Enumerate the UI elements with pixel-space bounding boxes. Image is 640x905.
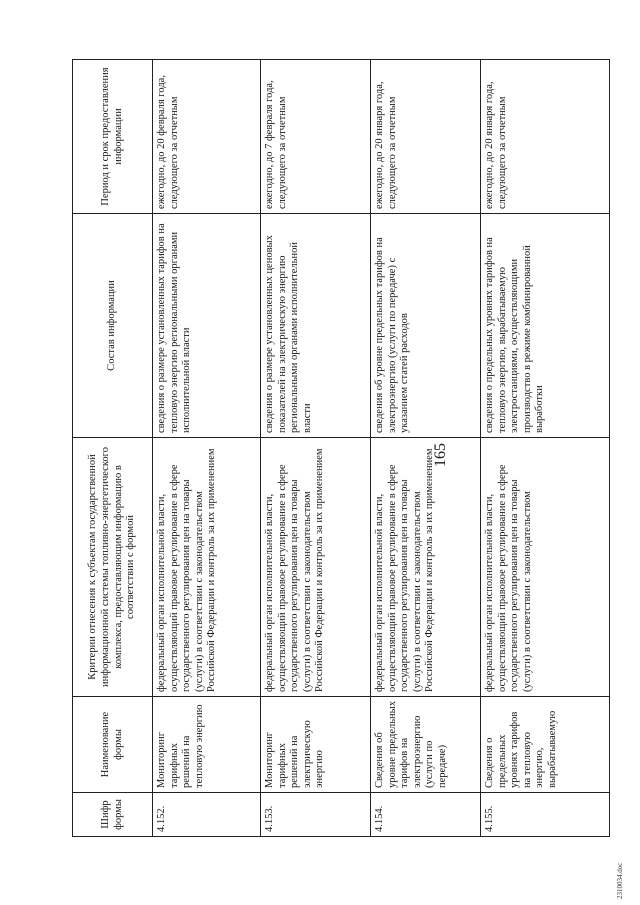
page-number: 165 — [432, 443, 449, 467]
form-code: 4.152. — [153, 793, 261, 837]
forms-table — [72, 59, 610, 837]
form-code: 4.154. — [371, 793, 481, 837]
form-period: ежегодно, до 20 февраля года, следующего за отчетным — [153, 60, 261, 214]
table-row — [153, 60, 261, 837]
table-row — [481, 60, 610, 837]
column-header-content: Состав информации — [73, 214, 153, 438]
column-header-name: Наименование формы — [73, 697, 153, 793]
form-period: ежегодно, до 7 февраля года, следующего за отчетным — [261, 60, 371, 214]
table-row — [261, 60, 371, 837]
form-criteria: федеральный орган исполнительной власти, осуществляющий правовое регулирование в сфере государственного регулирования цен на товары (услуги) в соответствии с законодательством Российской Федерации и контроль за их применением — [371, 438, 481, 697]
column-header-code: Шифр формы — [73, 793, 153, 837]
form-criteria: федеральный орган исполнительной власти, осуществляющий правовое регулирование в сфере государственного регулирования цен на товары (услуги) в соответствии с законодательством Российской Федерации и контроль за их применением — [153, 438, 261, 697]
form-period: ежегодно, до 20 января года, следующего за отчетным — [481, 60, 610, 214]
form-criteria: федеральный орган исполнительной власти, осуществляющий правовое регулирование в сфере государственного регулирования цен на товары (услуги) в соответствии с законодательством — [481, 438, 610, 697]
form-content: сведения о размере установленных ценовых показателей на электрическую энергию региональными органами исполнительной власти — [261, 214, 371, 438]
form-content: сведения о размере установленных тарифов на тепловую энергию региональными органами исполнительной власти — [153, 214, 261, 438]
form-content: сведения об уровне предельных тарифов на электроэнергию (услуги по передаче) с указанием статей расходов — [371, 214, 481, 438]
form-code: 4.153. — [261, 793, 371, 837]
form-name: Мониторинг тарифных решений на электрическую энергию — [261, 697, 371, 793]
form-content: сведения о предельных уровнях тарифов на тепловую энергию, вырабатываемую электростанциями, осуществляющими производство в режиме комбинированной выработки — [481, 214, 610, 438]
column-header-period: Период и срок предоставления информации — [73, 60, 153, 214]
form-name: Сведения о предельных уровнях тарифов на тепловую энергию, вырабатываемую — [481, 697, 610, 793]
form-criteria: федеральный орган исполнительной власти, осуществляющий правовое регулирование в сфере государственного регулирования цен на товары (услуги) в соответствии с законодательством Российской Федерации и контроль за их применением — [261, 438, 371, 697]
form-name: Сведения об уровне предельных тарифов на электроэнергию (услуги по передаче) — [371, 697, 481, 793]
table-header-row — [73, 60, 153, 837]
form-period: ежегодно, до 20 января года, следующего за отчетным — [371, 60, 481, 214]
column-header-criteria: Критерии отнесения к субъектам государственной информационной системы топливно-энергетического комплекса, предоставляющим информацию в соответствии с формой — [73, 438, 153, 697]
document-file-id: 2310034.doc — [616, 862, 624, 899]
table-row — [371, 60, 481, 837]
form-code: 4.155. — [481, 793, 610, 837]
form-name: Мониторинг тарифных решений на тепловую энергию — [153, 697, 261, 793]
